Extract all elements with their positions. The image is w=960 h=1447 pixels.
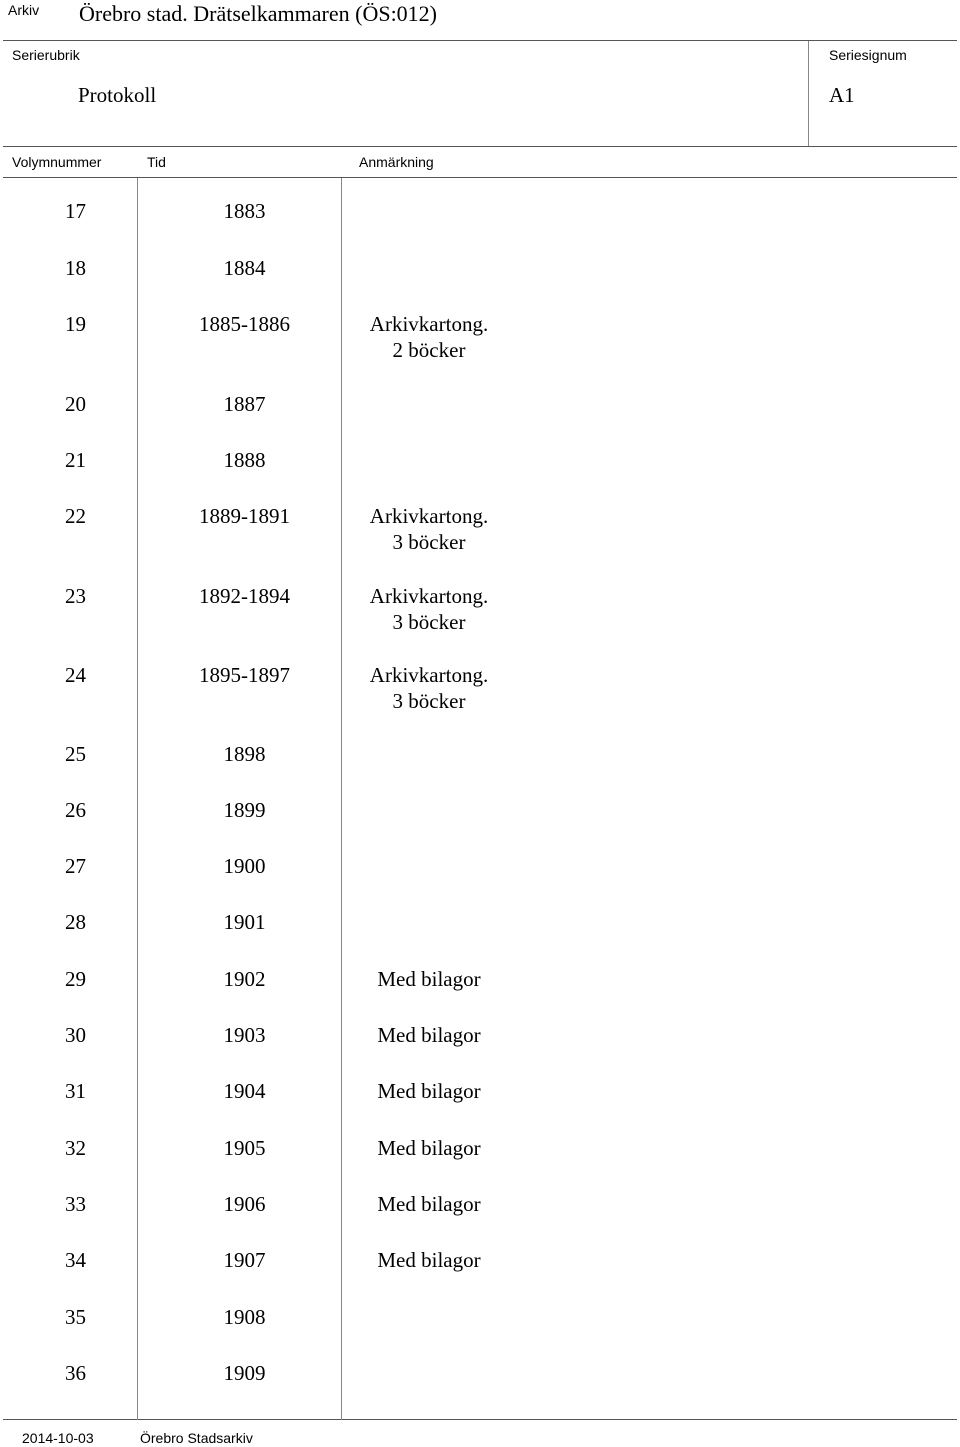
volume-number: 30	[65, 1023, 86, 1047]
volume-period: 1904	[223, 1079, 266, 1103]
volume-number: 18	[65, 256, 86, 280]
volume-number: 17	[65, 199, 86, 223]
volume-number: 31	[65, 1079, 86, 1103]
volume-remark: Med bilagor	[377, 967, 481, 991]
volume-period: 1899	[223, 798, 266, 822]
volume-period: 1885-1886	[199, 312, 290, 336]
seriesignum-value: A1	[829, 83, 855, 107]
volume-number: 29	[65, 967, 86, 991]
volume-number: 20	[65, 392, 86, 416]
volume-period: 1902	[223, 967, 266, 991]
volume-period: 1892-1894	[199, 584, 290, 608]
volume-period: 1907	[223, 1248, 266, 1272]
volume-period: 1900	[223, 854, 266, 878]
volume-number: 25	[65, 742, 86, 766]
volume-number: 26	[65, 798, 86, 822]
seriesignum-label: Seriesignum	[829, 47, 907, 63]
footer-date: 2014-10-03	[22, 1430, 94, 1446]
volume-remark: Med bilagor	[377, 1248, 481, 1272]
volume-number: 21	[65, 448, 86, 472]
volume-period: 1906	[223, 1192, 266, 1216]
volume-number: 28	[65, 910, 86, 934]
volume-remark: Med bilagor	[377, 1192, 481, 1216]
volume-period: 1895-1897	[199, 663, 290, 687]
volume-number: 24	[65, 663, 86, 687]
column-header-volymnummer: Volymnummer	[12, 154, 102, 170]
volume-remark: Med bilagor	[377, 1079, 481, 1103]
volume-period: 1903	[223, 1023, 266, 1047]
volume-period: 1909	[223, 1361, 266, 1385]
footer-organization: Örebro Stadsarkiv	[140, 1430, 253, 1446]
volume-period: 1883	[223, 199, 266, 223]
volume-number: 19	[65, 312, 86, 336]
column-header-row	[3, 148, 957, 178]
volume-remark: Med bilagor	[377, 1136, 481, 1160]
column-header-anmarkning: Anmärkning	[359, 154, 434, 170]
volume-number: 32	[65, 1136, 86, 1160]
arkiv-label: Arkiv	[8, 2, 40, 18]
volume-period: 1901	[223, 910, 266, 934]
volume-period: 1905	[223, 1136, 266, 1160]
serierubrik-value: Protokoll	[78, 83, 157, 107]
volume-number: 27	[65, 854, 86, 878]
series-header-box	[3, 40, 957, 147]
column-header-tid: Tid	[147, 154, 166, 170]
volume-number: 34	[65, 1248, 86, 1272]
volume-number: 23	[65, 584, 86, 608]
volume-number: 36	[65, 1361, 86, 1385]
volume-remark: Arkivkartong. 3 böcker	[369, 663, 489, 713]
volume-remark: Arkivkartong. 2 böcker	[369, 312, 489, 362]
volume-remark: Arkivkartong. 3 böcker	[369, 584, 489, 634]
volume-number: 35	[65, 1305, 86, 1329]
serierubrik-label: Serierubrik	[12, 47, 80, 63]
volume-number: 33	[65, 1192, 86, 1216]
volume-period: 1889-1891	[199, 504, 290, 528]
archive-title: Örebro stad. Drätselkammaren (ÖS:012)	[79, 1, 438, 26]
volume-period: 1884	[223, 256, 266, 280]
volume-table	[3, 178, 957, 1420]
volume-period: 1898	[223, 742, 266, 766]
volume-remark: Med bilagor	[377, 1023, 481, 1047]
volume-period: 1888	[223, 448, 266, 472]
volume-period: 1887	[223, 392, 266, 416]
volume-period: 1908	[223, 1305, 266, 1329]
header-divider	[808, 41, 809, 146]
volume-number: 22	[65, 504, 86, 528]
volume-remark: Arkivkartong. 3 böcker	[369, 504, 489, 554]
